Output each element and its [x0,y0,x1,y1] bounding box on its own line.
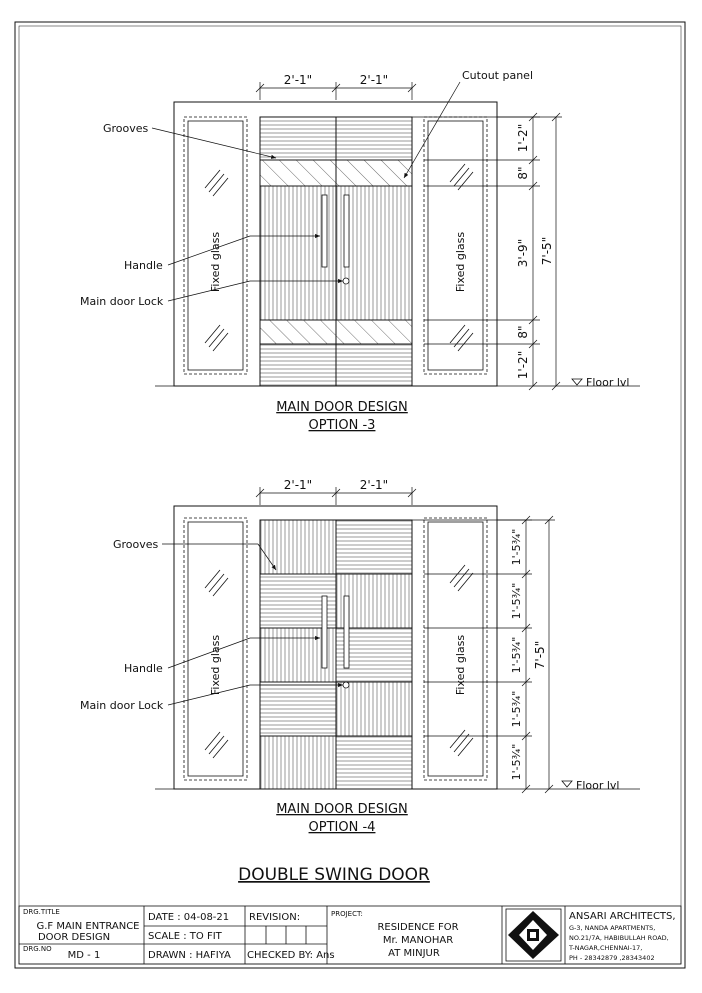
opt4-label-lock: Main door Lock [80,699,164,712]
opt4-title-2: OPTION -4 [308,820,376,835]
opt4-panel [260,736,336,789]
firm-address-2: NO.21/7A, HABIBULLAH ROAD, [569,934,669,942]
opt4-panel [336,736,412,789]
opt4-dim-4: 1'-5¾" [510,690,523,728]
opt4-floor-marker [562,781,572,787]
opt4-panel [260,520,336,574]
opt3-dim-total: 7'-5" [540,236,554,266]
opt4-top-dim-lines [256,487,416,505]
opt3-title-2: OPTION -3 [308,418,376,433]
opt3-lock [343,278,349,284]
opt3-label-handle: Handle [124,259,163,272]
opt3-dim-top-left: 2'-1" [283,73,313,87]
opt3-dim-4: 8" [516,325,530,339]
firm-name: ANSARI ARCHITECTS, [569,911,676,922]
date: DATE : 04-08-21 [148,912,230,923]
opt4-handle-left [322,596,327,668]
opt4-dim-total: 7'-5" [533,640,547,670]
opt3-label-lock: Main door Lock [80,295,164,308]
drg-title-label: DRG.TITLE [23,908,60,916]
opt3-fixed-glass-right: Fixed glass [454,231,467,293]
opt3-dim-2: 8" [516,166,530,180]
firm-address-3: T-NAGAR,CHENNAI-17, [569,944,643,952]
opt3-floor-marker [572,379,582,385]
opt4-dim-2: 1'-5¾" [510,582,523,620]
opt3-top-dim-lines [256,82,416,100]
opt4-label-grooves: Grooves [113,538,159,551]
opt4-label-handle: Handle [124,662,163,675]
opt3-dim-1: 1'-2" [516,123,530,153]
opt4-dim-5: 1'-5¾" [510,743,523,781]
opt4-panel [260,682,336,736]
opt4-dim-1: 1'-5¾" [510,528,523,566]
opt3-title-1: MAIN DOOR DESIGN [276,400,408,415]
opt4-title-1: MAIN DOOR DESIGN [276,802,408,817]
opt3-floor-label: Floor lvl [586,376,630,389]
firm-address-1: G-3, NANDA APARTMENTS, [569,924,656,932]
checked-by: CHECKED BY: Ans [247,950,335,961]
opt3-dim-3: 3'-9" [516,238,530,268]
opt4-panel [336,520,412,574]
project-label: PROJECT: [331,910,363,918]
opt3-handle-right [344,195,349,267]
opt4-panel [336,682,412,736]
project-line-1: RESIDENCE FOR [377,922,459,933]
option-3-drawing [152,82,640,390]
opt3-label-grooves: Grooves [103,122,149,135]
drg-title-line-1: G.F MAIN ENTRANCE [36,921,140,932]
opt3-dim-top-right: 2'-1" [359,73,389,87]
opt4-fixed-glass-right: Fixed glass [454,634,467,696]
opt4-dim-top-right: 2'-1" [359,478,389,492]
opt3-fixed-glass-left: Fixed glass [209,231,222,293]
revision: REVISION: [249,912,301,923]
opt4-floor-label: Floor lvl [576,779,620,792]
opt4-handle-right [344,596,349,668]
opt4-fixed-glass-left: Fixed glass [209,634,222,696]
project-line-3: AT MINJUR [388,948,440,959]
opt4-lock [343,682,349,688]
sheet-title: DOUBLE SWING DOOR [238,865,430,885]
firm-phone: PH - 28342879 ,28343402 [569,954,655,962]
drg-no: MD - 1 [67,950,101,961]
firm-logo [506,909,561,961]
project-line-2: Mr. MANOHAR [382,935,454,946]
drawn-by: DRAWN : HAFIYA [148,950,231,961]
opt4-dim-top-left: 2'-1" [283,478,313,492]
drg-title-line-2: DOOR DESIGN [37,932,111,943]
drg-no-label: DRG.NO [23,945,52,953]
opt4-dim-3: 1'-5¾" [510,636,523,674]
opt3-label-cutout: Cutout panel [462,69,533,82]
opt3-dim-5: 1'-2" [516,350,530,380]
opt3-handle-left [322,195,327,267]
option-4-drawing [155,487,640,793]
scale: SCALE : TO FIT [148,931,222,942]
